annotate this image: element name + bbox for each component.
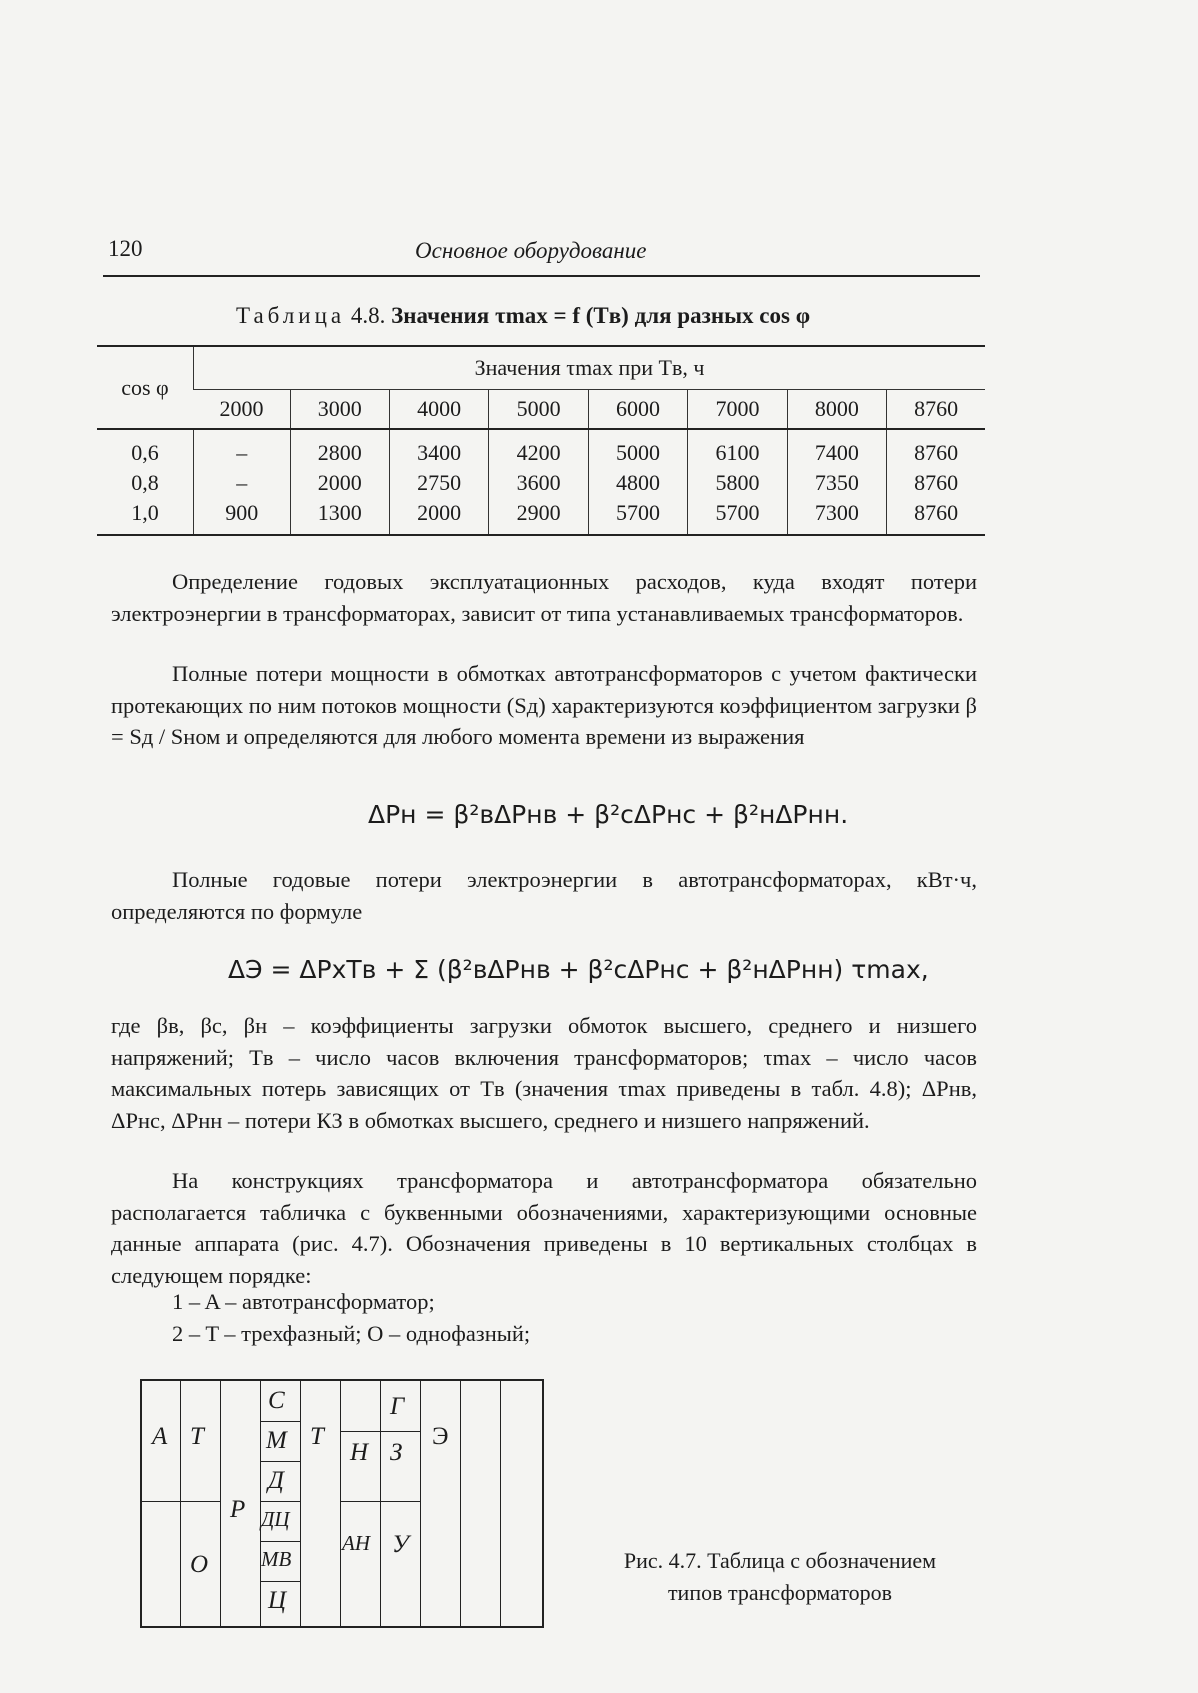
grid-letter: Н (350, 1439, 369, 1466)
grid-vline (460, 1381, 461, 1626)
figure-caption-line-2: типов трансформаторов (667, 1580, 893, 1605)
paragraph-4: где βв, βс, βн – коэффициенты загрузки обмоток высшего, среднего и низшего напряжений; Tв – число часов включения трансформаторов; τmax – число часов максимальных потерь зависящих от Tв (значения τmax приведены в табл. 4.8); ΔPнв, ΔPнс, ΔPнн – потери КЗ в обмотках высшего, среднего и низшего напряжений. (111, 1013, 977, 1133)
value-cell: 5000 (588, 429, 687, 468)
grid-hline (340, 1501, 420, 1502)
table-row (97, 429, 985, 468)
value-cell: 3600 (489, 468, 588, 498)
year-cell: 3000 (290, 390, 389, 430)
grid-hline (142, 1501, 220, 1502)
value-cell: 2800 (290, 429, 389, 468)
year-cell: 5000 (489, 390, 588, 430)
year-cell: 7000 (688, 390, 787, 430)
grid-letter: АН (342, 1531, 370, 1555)
grid-letter: О (190, 1551, 209, 1578)
grid-hline (260, 1501, 300, 1502)
grid-letter: У (392, 1531, 409, 1558)
grid-vline (340, 1381, 341, 1626)
year-cell: 8760 (887, 390, 985, 430)
grid-vline (220, 1381, 221, 1626)
grid-hline (260, 1461, 300, 1462)
table-caption-number: 4.8. (350, 303, 386, 328)
table-row (97, 468, 985, 498)
grid-letter: А (152, 1423, 168, 1450)
value-cell: 2750 (389, 468, 488, 498)
grid-hline (260, 1581, 300, 1582)
group-header: Значения τmax при Tв, ч (194, 346, 986, 390)
paragraph-3: Полные годовые потери электроэнергии в автотрансформаторах, кВт·ч, определяются по формуле (111, 867, 977, 924)
value-cell: 5700 (688, 498, 787, 535)
value-cell: 3400 (389, 429, 488, 468)
grid-vline (420, 1381, 421, 1626)
paragraph-2: Полные потери мощности в обмотках автотрансформаторов с учетом фактически протекающих по ним потоков мощности (Sд) характеризуются коэффициентом загрузки β = Sд / Sном и определяются для любого момента времени из выражения (111, 661, 977, 749)
grid-letter: Р (230, 1496, 246, 1523)
grid-letter: С (268, 1387, 285, 1414)
grid-hline (260, 1541, 300, 1542)
value-cell: 2000 (290, 468, 389, 498)
table-caption-label: Таблица (236, 303, 346, 328)
value-cell: 5700 (588, 498, 687, 535)
table-header-row (97, 346, 985, 390)
table-caption (236, 303, 810, 329)
value-cell: 4800 (588, 468, 687, 498)
running-title: Основное оборудование (415, 238, 647, 263)
row-header: cos φ (97, 346, 194, 429)
value-cell: 8760 (887, 498, 985, 535)
grid-letter: М (266, 1427, 287, 1454)
figure-caption (590, 1545, 970, 1609)
cos-cell: 1,0 (97, 498, 194, 535)
grid-letter: ДЦ (261, 1507, 290, 1531)
value-cell: 8760 (887, 429, 985, 468)
paragraph-1: Определение годовых эксплуатационных расходов, куда входят потери электроэнергии в трансформаторах, зависит от типа устанавливаемых трансформаторов. (111, 569, 977, 626)
value-cell: 7300 (787, 498, 886, 535)
formula-power-loss (368, 800, 848, 829)
value-cell: – (194, 468, 291, 498)
grid-letter: З (390, 1439, 403, 1466)
value-cell: 5800 (688, 468, 787, 498)
transformer-type-grid (140, 1379, 544, 1628)
data-table (97, 345, 985, 536)
value-cell: 7350 (787, 468, 886, 498)
value-cell: 7400 (787, 429, 886, 468)
year-cell: 4000 (389, 390, 488, 430)
year-cell: 6000 (588, 390, 687, 430)
figure-caption-line-1: Рис. 4.7. Таблица с обозначением (623, 1548, 937, 1573)
value-cell: 4200 (489, 429, 588, 468)
grid-hline (260, 1421, 300, 1422)
list-item: 2 – T – трехфазный; O – однофазный; (172, 1321, 531, 1346)
value-cell: – (194, 429, 291, 468)
table-caption-title: Значения τmax = f (Tв) для разных cos φ (391, 303, 811, 328)
paragraph-5: На конструкциях трансформатора и автотрансформатора обязательно располагается табличка с буквенными обозначениями, характеризующими основные данные аппарата (рис. 4.7). Обозначения приведены в 10 вертикальных столбцах в следующем порядке: (111, 1168, 977, 1288)
table-row (97, 498, 985, 535)
value-cell: 2900 (489, 498, 588, 535)
grid-letter: Ц (268, 1587, 287, 1614)
grid-hline (340, 1431, 420, 1432)
cos-cell: 0,6 (97, 429, 194, 468)
formula-energy-loss (228, 955, 929, 984)
grid-vline (300, 1381, 301, 1626)
value-cell: 900 (194, 498, 291, 535)
grid-letter: Д (268, 1467, 284, 1494)
grid-vline (180, 1381, 181, 1626)
value-cell: 1300 (290, 498, 389, 535)
grid-letter: Э (432, 1423, 449, 1450)
grid-vline (260, 1381, 261, 1626)
grid-vline (380, 1381, 381, 1626)
year-cell: 2000 (194, 390, 291, 430)
grid-letter: МВ (261, 1547, 292, 1571)
years-row (97, 390, 985, 430)
formula-energy-loss-text: ΔЭ = ΔPхTв + Σ (β²вΔPнв + β²сΔPнс + β²нΔPнн) τmax, (228, 955, 929, 984)
value-cell: 8760 (887, 468, 985, 498)
header-rule (103, 275, 980, 277)
page-number: 120 (108, 236, 143, 261)
grid-vline (500, 1381, 501, 1626)
cos-cell: 0,8 (131, 470, 159, 495)
grid-letter: Т (310, 1423, 324, 1450)
grid-letter: Г (390, 1393, 405, 1420)
value-cell: 2000 (389, 498, 488, 535)
list-item: 1 – A – автотрансформатор; (172, 1289, 435, 1314)
formula-power-loss-text: ΔPн = β²вΔPнв + β²сΔPнс + β²нΔPнн. (368, 800, 849, 829)
year-cell: 8000 (787, 390, 886, 430)
value-cell: 6100 (688, 429, 787, 468)
grid-letter: Т (190, 1423, 204, 1450)
